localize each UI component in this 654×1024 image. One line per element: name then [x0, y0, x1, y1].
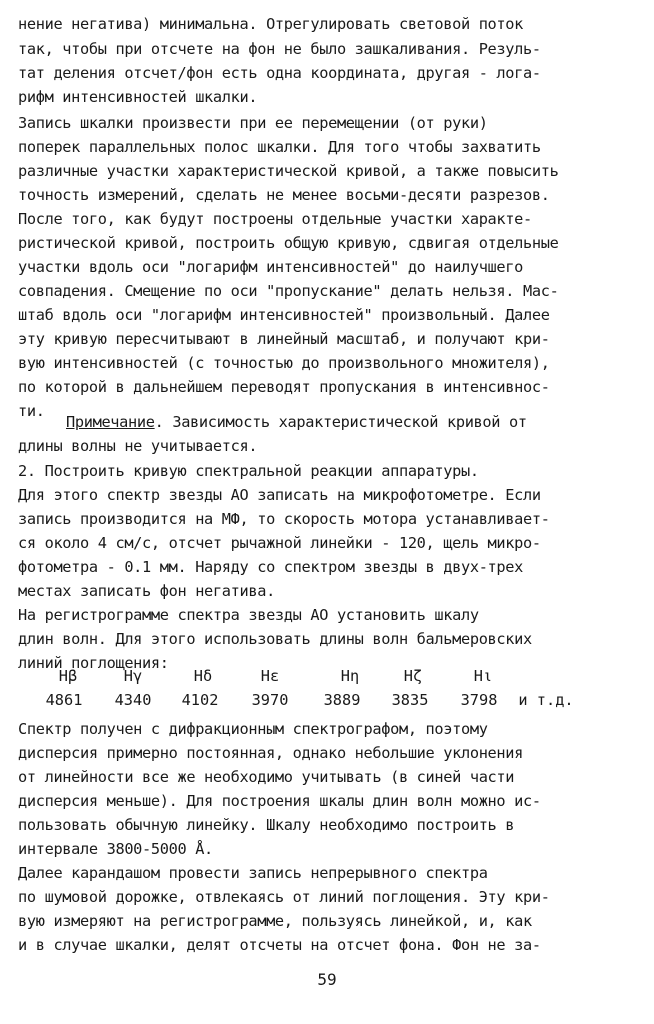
text-line: После того, как будут построены отдельные участки характе-	[18, 210, 532, 228]
text-line: и в случае шкалки, делят отсчеты на отсчет фона. Фон не за-	[18, 936, 541, 954]
balmer-wavelength: 3970	[251, 691, 289, 709]
text-line: линий поглощения:	[18, 654, 169, 672]
text-line: точность измерений, сделать не менее восьми-десяти разрезов.	[18, 186, 550, 204]
text-line: Спектр получен с дифракционным спектрографом, поэтому	[18, 720, 488, 738]
balmer-name: Hβ	[58, 667, 78, 685]
text-line: На регистрограмме спектра звезды АО установить шкалу	[18, 606, 479, 624]
text-line: запись производится на МФ, то скорость мотора устанавливает-	[18, 510, 550, 528]
text-line: пользовать обычную линейку. Шкалу необходимо построить в	[18, 816, 515, 834]
text-line: ся около 4 см/с, отсчет рычажной линейки - 120, щель микро-	[18, 534, 541, 552]
balmer-wavelength: 4340	[114, 691, 152, 709]
balmer-etc: и т.д.	[518, 691, 574, 709]
note-line: длины волны не учитывается.	[18, 437, 258, 455]
balmer-name: Hι	[473, 667, 493, 685]
page-number: 59	[317, 970, 337, 989]
balmer-name: Hε	[260, 667, 280, 685]
text-line: ристической кривой, построить общую кривую, сдвигая отдельные	[18, 234, 559, 252]
balmer-wavelength: 4861	[45, 691, 83, 709]
balmer-wavelength: 3835	[391, 691, 429, 709]
text-line: нение негатива) минимальна. Отрегулировать световой поток	[18, 15, 523, 33]
text-line: различные участки характеристической кривой, а также повысить	[18, 162, 559, 180]
balmer-wavelength: 4102	[181, 691, 219, 709]
text-line: 2. Построить кривую спектральной реакции аппаратуры.	[18, 462, 479, 480]
text-line: по которой в дальнейшем переводят пропускания в интенсивнос-	[18, 378, 550, 396]
text-line: так, чтобы при отсчете на фон не было зашкаливания. Резуль-	[18, 40, 541, 58]
text-line: эту кривую пересчитывают в линейный масштаб, и получают кри-	[18, 330, 550, 348]
balmer-wavelength: 3798	[460, 691, 498, 709]
text-line: участки вдоль оси "логарифм интенсивностей" до наилучшего	[18, 258, 523, 276]
text-line: по шумовой дорожке, отвлекаясь от линий поглощения. Эту кри-	[18, 888, 550, 906]
text-line: ти.	[18, 402, 45, 420]
text-line: фотометра - 0.1 мм. Наряду со спектром звезды в двух-трех	[18, 558, 523, 576]
balmer-name: Hζ	[403, 667, 423, 685]
text-line: длин волн. Для этого использовать длины волн бальмеровских	[18, 630, 532, 648]
text-line: Запись шкалки произвести при ее перемещении (от руки)	[18, 114, 488, 132]
text-line: рифм интенсивностей шкалки.	[18, 88, 258, 106]
text-line: дисперсия меньше). Для построения шкалы длин волн можно ис-	[18, 792, 541, 810]
note-label: Примечание	[66, 413, 155, 431]
balmer-name: Hγ	[123, 667, 143, 685]
note-line	[66, 412, 527, 432]
text-line: Далее карандашом провести запись непрерывного спектра	[18, 864, 488, 882]
text-line: Для этого спектр звезды АО записать на микрофотометре. Если	[18, 486, 541, 504]
text-line: интервале 3800-5000 Å.	[18, 840, 213, 858]
balmer-name: Hη	[340, 667, 360, 685]
text-line: дисперсия примерно постоянная, однако небольшие уклонения	[18, 744, 523, 762]
balmer-name: Hδ	[193, 667, 213, 685]
note-text: . Зависимость характеристической кривой от	[154, 413, 527, 431]
text-line: поперек параллельных полос шкалки. Для того чтобы захватить	[18, 138, 541, 156]
text-line: вую измеряют на регистрограмме, пользуясь линейкой, и, как	[18, 912, 532, 930]
text-line: совпадения. Смещение по оси "пропускание" делать нельзя. Мас-	[18, 282, 559, 300]
text-line: вую интенсивностей (с точностью до произвольного множителя),	[18, 354, 550, 372]
text-line: тат деления отсчет/фон есть одна координата, другая - лога-	[18, 64, 541, 82]
text-line: местах записать фон негатива.	[18, 582, 275, 600]
text-line: штаб вдоль оси "логарифм интенсивностей" произвольный. Далее	[18, 306, 550, 324]
balmer-wavelength: 3889	[323, 691, 361, 709]
text-line: от линейности все же необходимо учитывать (в синей части	[18, 768, 515, 786]
